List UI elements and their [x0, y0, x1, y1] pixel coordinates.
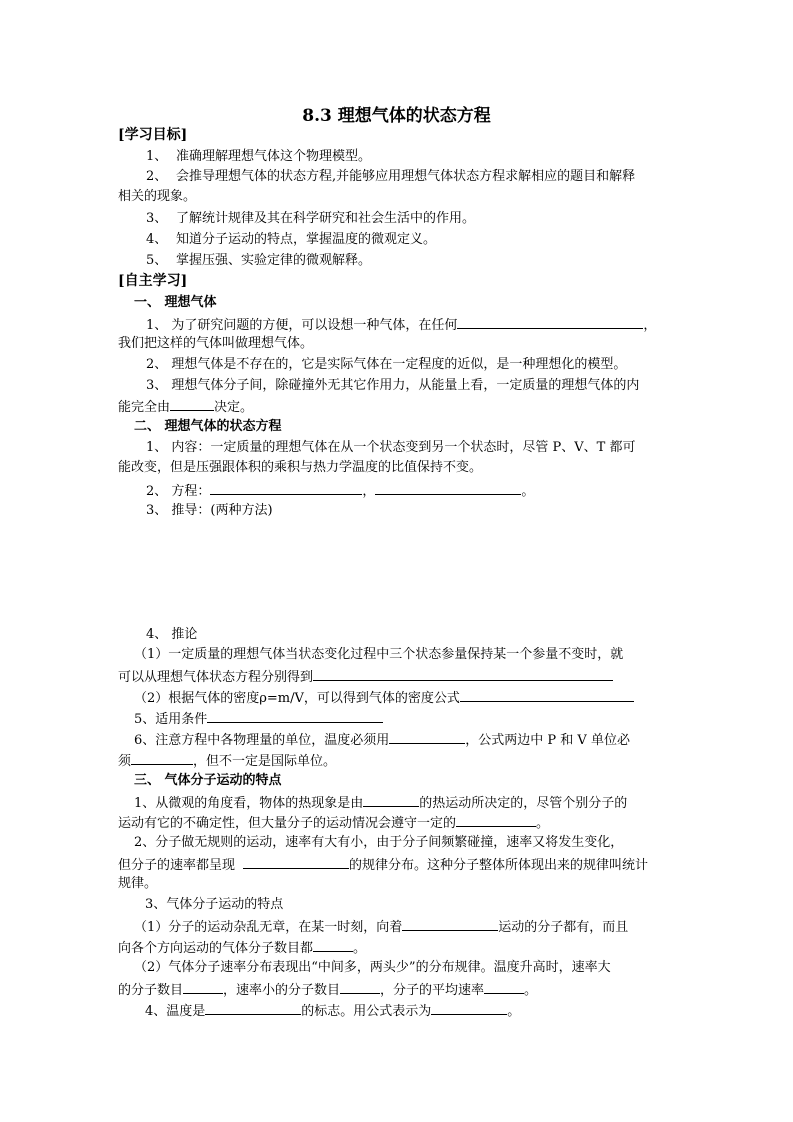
text: 。: [353, 941, 367, 956]
paragraph: [134, 916, 694, 938]
text: 。: [536, 816, 550, 831]
fill-blank[interactable]: [484, 979, 524, 994]
goal-item: [146, 147, 706, 167]
paragraph: 2、分子做无规则的运动，速率有大有小，由于分子间频繁碰撞，速率又将发生变化，: [134, 835, 624, 850]
goal-text: 掌握压强、实验定律的微观解释。: [176, 253, 372, 268]
paragraph: [118, 750, 678, 772]
text: 的标志。用公式表示为: [301, 1004, 432, 1019]
paragraph: （1）一定质量的理想气体当状态变化过程中三个状态参量保持某一个参量不变时，就: [134, 647, 624, 662]
text: 但分子的速率都呈现: [118, 858, 236, 873]
text: ，但不一定是国际单位。: [193, 754, 337, 769]
goal-num: 1、: [146, 149, 168, 164]
text: 的规律分布。这种分子整体所体现出来的规律叫统计: [349, 858, 649, 873]
fill-blank[interactable]: [131, 750, 193, 765]
text: 2、 方程：: [146, 484, 211, 499]
goal-item: [146, 251, 706, 271]
text: 的分子数目: [118, 983, 184, 998]
fill-blank[interactable]: [170, 396, 214, 411]
fill-blank[interactable]: [460, 687, 634, 702]
text: 。: [507, 1004, 521, 1019]
text: 运动有它的不确定性，但大量分子的运动情况会遵守一定的: [118, 816, 457, 831]
paragraph: [134, 729, 694, 751]
text: （2）根据气体的密度ρ=m/V，可以得到气体的密度公式: [134, 691, 460, 706]
text: ，速率小的分子数目: [223, 983, 341, 998]
goal-text: 知道分子运动的特点，掌握温度的微观定义。: [176, 232, 437, 247]
goal-item: [146, 230, 706, 250]
goal-text: 了解统计规律及其在科学研究和社会生活中的作用。: [176, 211, 476, 226]
goal-text: 会推导理想气体的状态方程,并能够应用理想气体状态方程求解相应的题目和解释: [176, 169, 636, 184]
fill-blank[interactable]: [402, 916, 498, 931]
text: 1、 为了研究问题的方便，可以设想一种气体，在任何: [146, 318, 458, 333]
fill-blank[interactable]: [457, 314, 643, 329]
fill-blank[interactable]: [207, 708, 383, 723]
text: 须: [118, 754, 132, 769]
paragraph: 能改变，但是压强跟体积的乘积与热力学温度的比值保持不变。: [118, 460, 483, 475]
fill-blank[interactable]: [431, 1000, 507, 1015]
paragraph: [146, 314, 706, 336]
text: ，公式两边中 P 和 V 单位必: [465, 733, 630, 748]
paragraph: [118, 854, 678, 876]
paragraph: 4、 推论: [146, 627, 198, 642]
fill-blank[interactable]: [375, 480, 521, 495]
paragraph: [118, 937, 678, 959]
paragraph: [118, 396, 678, 418]
paragraph: （2）气体分子速率分布表现出“中间多，两头少”的分布规律。温度升高时，速率大: [134, 960, 611, 975]
paragraph: 规律。: [118, 876, 158, 891]
paragraph: [118, 666, 678, 688]
paragraph: 3、 理想气体分子间，除碰撞外无其它作用力，从能量上看，一定质量的理想气体的内: [146, 378, 640, 393]
text: 4、温度是: [145, 1004, 206, 1019]
goal-num: 2、: [146, 169, 168, 184]
paragraph: [134, 792, 694, 814]
text: ，分子的平均速率: [380, 983, 485, 998]
text: 决定。: [214, 400, 254, 415]
text: 。: [521, 484, 535, 499]
fill-blank[interactable]: [456, 812, 536, 827]
paragraph: [134, 708, 694, 730]
text: （1）分子的运动杂乱无章，在某一时刻，向着: [134, 920, 403, 935]
paragraph: [118, 979, 678, 1001]
fill-blank[interactable]: [363, 792, 419, 807]
fill-blank[interactable]: [210, 480, 362, 495]
fill-blank[interactable]: [313, 666, 613, 681]
paragraph: [145, 1000, 705, 1022]
fill-blank[interactable]: [340, 979, 380, 994]
paragraph: 3、气体分子运动的特点: [145, 897, 284, 912]
fill-blank[interactable]: [389, 729, 465, 744]
goals-heading: [学习目标]: [118, 127, 188, 143]
goal-text: 准确理解理想气体这个物理模型。: [176, 149, 372, 164]
text: ，: [362, 484, 376, 499]
goal-item-continued: 相关的现象。: [118, 189, 197, 204]
study-heading: [自主学习]: [118, 273, 188, 289]
paragraph: [118, 812, 678, 834]
text: 可以从理想气体状态方程分别得到: [118, 670, 314, 685]
paragraph: [134, 687, 694, 709]
text: ，: [643, 318, 657, 333]
section-2-title: 二、 理想气体的状态方程: [134, 419, 282, 434]
goal-num: 5、: [146, 253, 168, 268]
fill-blank[interactable]: [243, 854, 349, 869]
text: 1、从微观的角度看，物体的热现象是由: [134, 796, 364, 811]
paragraph: 1、 内容：一定质量的理想气体在从一个状态变到另一个状态时，尽管 P、V、T 都可: [146, 440, 636, 455]
page-title: 8.3 理想气体的状态方程: [302, 106, 491, 126]
section-3-title: 三、 气体分子运动的特点: [134, 773, 282, 788]
section-1-title: 一、 理想气体: [134, 295, 217, 310]
fill-blank[interactable]: [205, 1000, 301, 1015]
text: 向各个方向运动的气体分子数目都: [118, 941, 314, 956]
goal-num: 3、: [146, 211, 168, 226]
text: 的热运动所决定的，尽管个别分子的: [419, 796, 628, 811]
paragraph: [146, 480, 706, 502]
paragraph: 我们把这样的气体叫做理想气体。: [118, 336, 314, 351]
fill-blank[interactable]: [313, 937, 353, 952]
text: 运动的分子都有，而且: [498, 920, 629, 935]
paragraph: 2、 理想气体是不存在的，它是实际气体在一定程度的近似，是一种理想化的模型。: [146, 357, 627, 372]
goal-item: [146, 167, 706, 187]
text: 5、适用条件: [134, 712, 208, 727]
text: 6、注意方程中各物理量的单位，温度必须用: [134, 733, 390, 748]
paragraph: 3、 推导：(两种方法): [146, 503, 273, 518]
goal-item: [146, 209, 706, 229]
goal-num: 4、: [146, 232, 168, 247]
text: 。: [524, 983, 538, 998]
fill-blank[interactable]: [183, 979, 223, 994]
text: 能完全由: [118, 400, 171, 415]
